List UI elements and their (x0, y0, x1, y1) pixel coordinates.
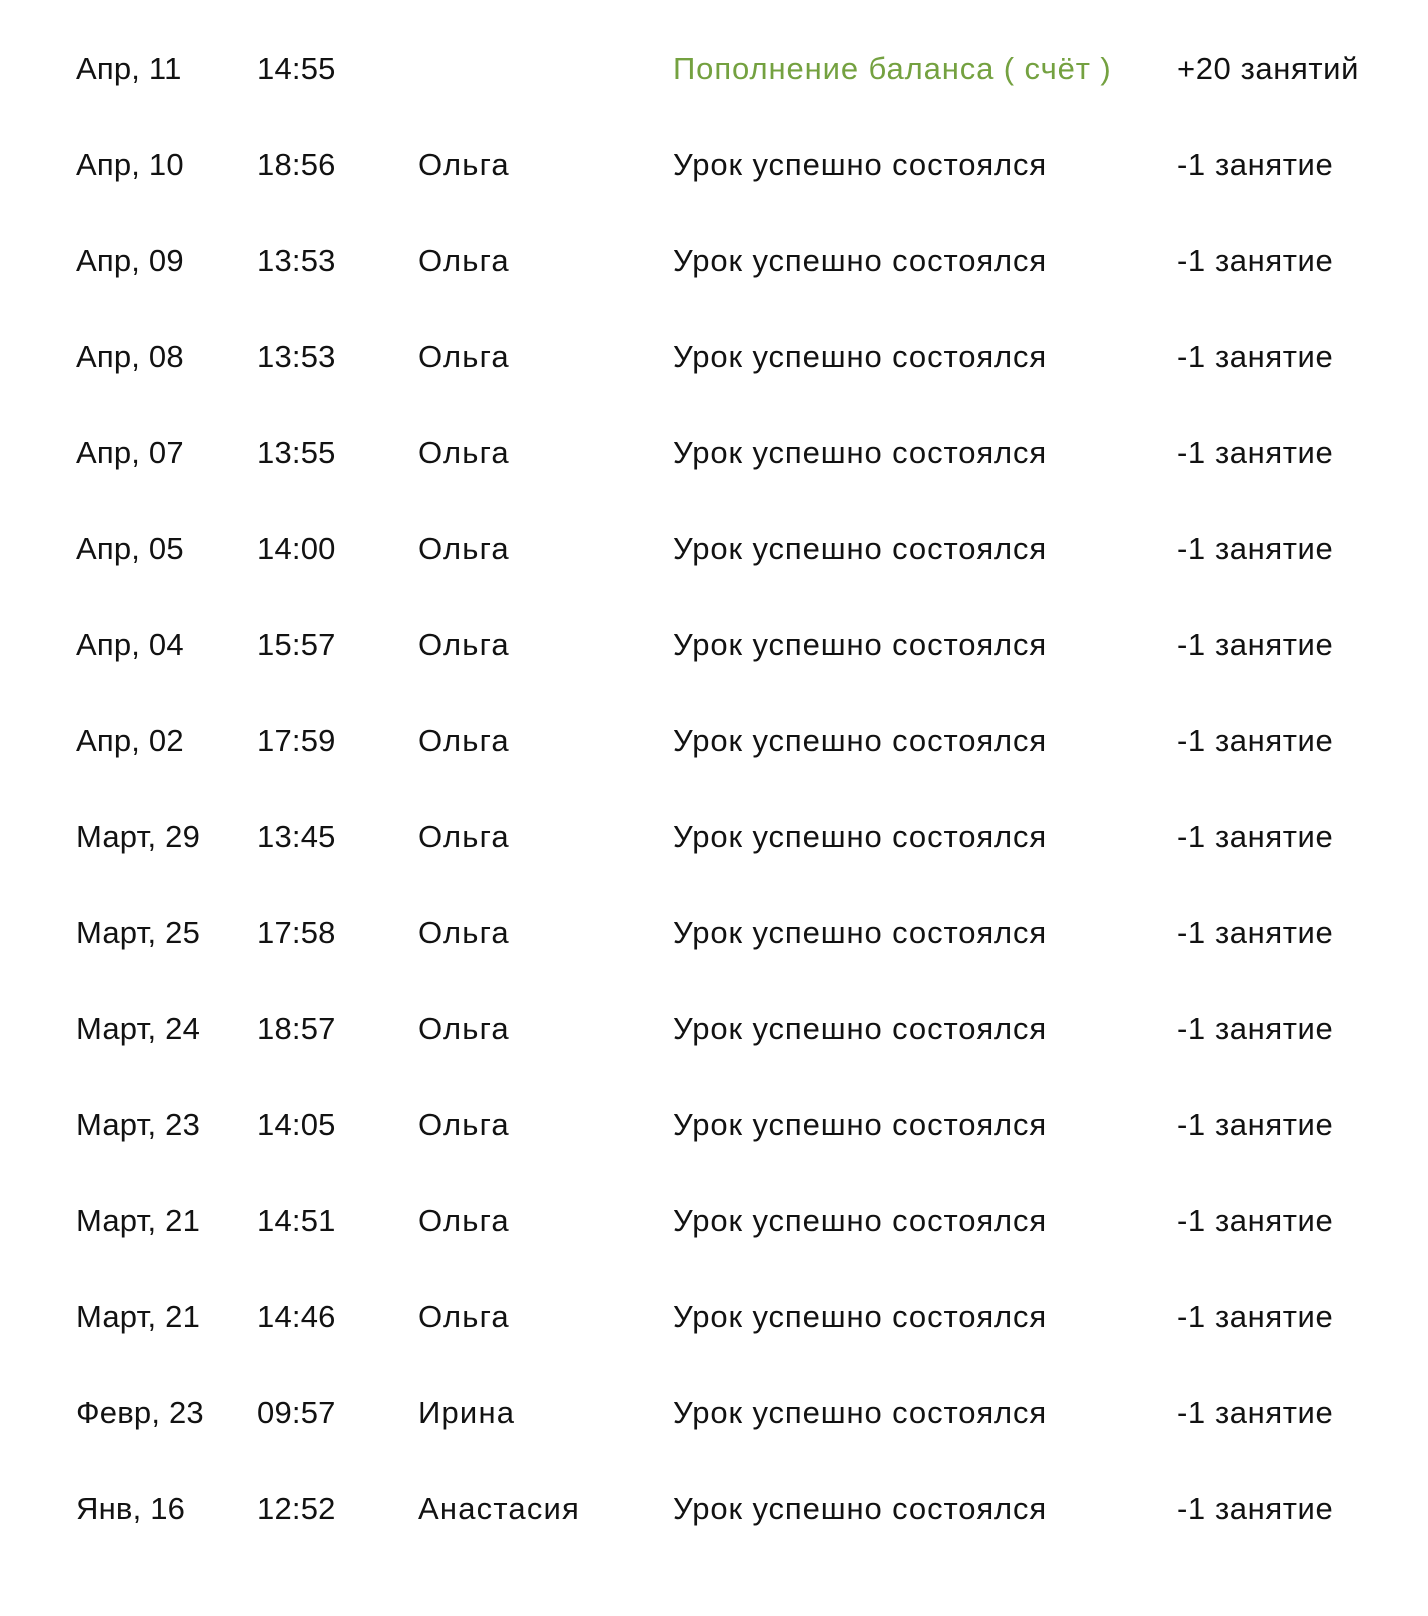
history-row (0, 812, 1428, 908)
row-time: 14:46 (257, 1299, 336, 1334)
row-amount: -1 занятие (1177, 1491, 1334, 1526)
row-time: 13:53 (257, 339, 336, 374)
row-time: 14:51 (257, 1203, 336, 1238)
history-row (0, 44, 1428, 140)
row-teacher: Ольга (418, 1203, 510, 1238)
row-teacher: Ольга (418, 1011, 510, 1046)
row-amount: -1 занятие (1177, 1203, 1334, 1238)
row-date: Март, 24 (76, 1011, 201, 1046)
row-event: Урок успешно состоялся (673, 723, 1048, 758)
row-event: Урок успешно состоялся (673, 531, 1048, 566)
history-row (0, 1292, 1428, 1388)
row-teacher: Ольга (418, 243, 510, 278)
row-amount: -1 занятие (1177, 1395, 1334, 1430)
row-date: Апр, 10 (76, 147, 184, 182)
row-amount: -1 занятие (1177, 339, 1334, 374)
row-event: Урок успешно состоялся (673, 1011, 1048, 1046)
row-time: 15:57 (257, 627, 336, 662)
row-event: Урок успешно состоялся (673, 243, 1048, 278)
history-row (0, 428, 1428, 524)
row-date: Апр, 02 (76, 723, 184, 758)
row-time: 17:59 (257, 723, 336, 758)
row-time: 14:05 (257, 1107, 336, 1142)
row-teacher: Ольга (418, 915, 510, 950)
row-event: Урок успешно состоялся (673, 339, 1048, 374)
row-date: Март, 21 (76, 1203, 201, 1238)
row-teacher: Ирина (418, 1395, 516, 1430)
row-event: Урок успешно состоялся (673, 1491, 1048, 1526)
row-amount: +20 занятий (1177, 51, 1359, 86)
row-event: Урок успешно состоялся (673, 1203, 1048, 1238)
row-date: Апр, 09 (76, 243, 184, 278)
row-date: Апр, 11 (76, 51, 182, 86)
row-amount: -1 занятие (1177, 819, 1334, 854)
row-date: Февр, 23 (76, 1395, 204, 1430)
history-row (0, 1004, 1428, 1100)
row-date: Март, 21 (76, 1299, 201, 1334)
history-row (0, 1196, 1428, 1292)
row-amount: -1 занятие (1177, 915, 1334, 950)
row-time: 18:56 (257, 147, 336, 182)
row-amount: -1 занятие (1177, 243, 1334, 278)
row-event: Пополнение баланса ( счёт ) (673, 51, 1112, 86)
history-row (0, 1100, 1428, 1196)
row-teacher: Ольга (418, 147, 510, 182)
row-event: Урок успешно состоялся (673, 147, 1048, 182)
row-time: 12:52 (257, 1491, 336, 1526)
history-row (0, 1388, 1428, 1484)
row-time: 14:00 (257, 531, 336, 566)
row-teacher: Ольга (418, 1107, 510, 1142)
row-date: Апр, 08 (76, 339, 184, 374)
row-date: Янв, 16 (76, 1491, 186, 1526)
row-teacher: Ольга (418, 627, 510, 662)
row-teacher: Ольга (418, 1299, 510, 1334)
history-row (0, 236, 1428, 332)
row-date: Март, 23 (76, 1107, 201, 1142)
history-row (0, 1484, 1428, 1580)
row-amount: -1 занятие (1177, 435, 1334, 470)
row-date: Апр, 04 (76, 627, 184, 662)
row-time: 09:57 (257, 1395, 336, 1430)
row-event: Урок успешно состоялся (673, 819, 1048, 854)
row-event: Урок успешно состоялся (673, 435, 1048, 470)
history-row (0, 332, 1428, 428)
row-event: Урок успешно состоялся (673, 1299, 1048, 1334)
row-time: 13:53 (257, 243, 336, 278)
row-teacher: Ольга (418, 819, 510, 854)
row-time: 13:45 (257, 819, 336, 854)
row-time: 14:55 (257, 51, 336, 86)
row-amount: -1 занятие (1177, 627, 1334, 662)
row-amount: -1 занятие (1177, 723, 1334, 758)
row-amount: -1 занятие (1177, 1107, 1334, 1142)
history-row (0, 524, 1428, 620)
row-teacher: Ольга (418, 723, 510, 758)
row-event: Урок успешно состоялся (673, 915, 1048, 950)
history-row (0, 908, 1428, 1004)
history-row (0, 140, 1428, 236)
row-date: Март, 29 (76, 819, 201, 854)
row-event: Урок успешно состоялся (673, 1395, 1048, 1430)
row-teacher: Ольга (418, 435, 510, 470)
row-time: 18:57 (257, 1011, 336, 1046)
row-amount: -1 занятие (1177, 1299, 1334, 1334)
row-amount: -1 занятие (1177, 1011, 1334, 1046)
row-date: Март, 25 (76, 915, 201, 950)
row-time: 13:55 (257, 435, 336, 470)
row-event: Урок успешно состоялся (673, 1107, 1048, 1142)
row-amount: -1 занятие (1177, 531, 1334, 566)
history-row (0, 620, 1428, 716)
row-event: Урок успешно состоялся (673, 627, 1048, 662)
row-date: Апр, 07 (76, 435, 184, 470)
row-teacher: Ольга (418, 339, 510, 374)
row-amount: -1 занятие (1177, 147, 1334, 182)
row-teacher: Ольга (418, 531, 510, 566)
row-teacher: Анастасия (418, 1491, 581, 1526)
history-row (0, 716, 1428, 812)
row-time: 17:58 (257, 915, 336, 950)
row-date: Апр, 05 (76, 531, 184, 566)
